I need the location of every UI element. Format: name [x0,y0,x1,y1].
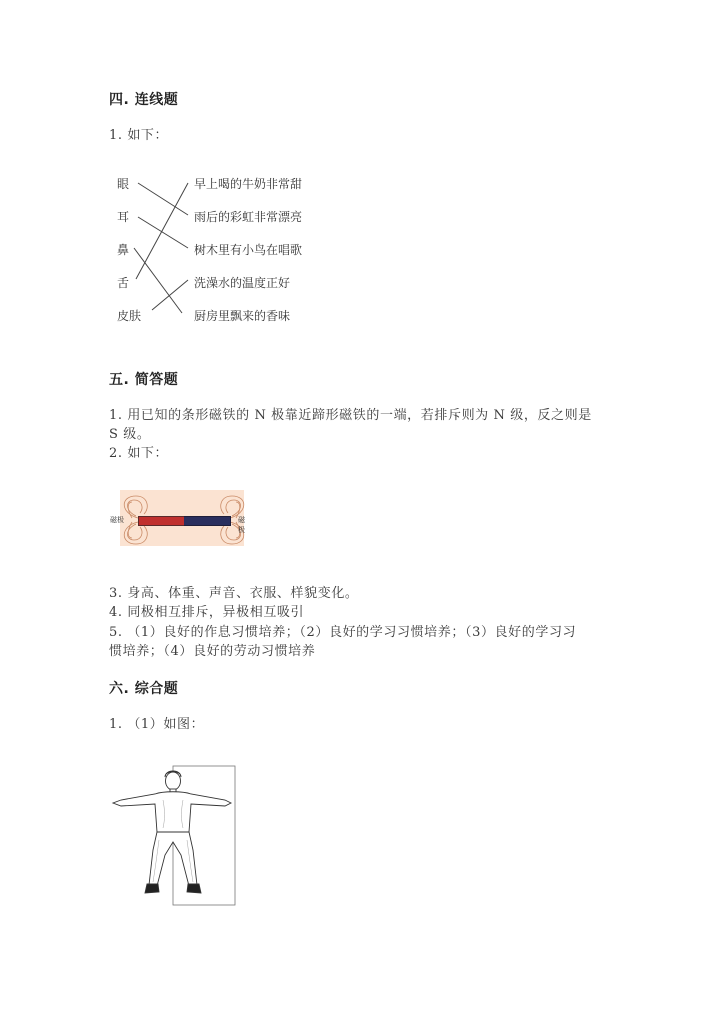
match-left-item: 鼻 [117,243,130,257]
matching-lines [100,165,340,335]
south-pole-bar [184,516,231,526]
match-right-item: 洗澡水的温度正好 [194,276,291,290]
bar-magnet-figure [110,488,250,550]
match-line [136,183,188,279]
match-line [138,183,188,215]
match-left-item: 眼 [117,177,130,191]
match-right-item: 早上喝的牛奶非常甜 [194,177,303,191]
answer-text: 1. 用已知的条形磁铁的 N 极靠近蹄形磁铁的一端，若排斥则为 N 级，反之则是 [109,408,592,423]
answer-text: 惯培养；（4）良好的劳动习惯培养 [109,644,316,659]
answer-text: 2. 如下： [109,446,169,461]
answer-text: 4. 同极相互排斥，异极相互吸引 [109,605,305,620]
question-label: 1. 如下： [109,128,169,143]
answer-text: S 级。 [109,427,151,442]
question-label: 1. （1）如图： [109,717,205,732]
match-left-item: 耳 [117,210,130,224]
answer-text: 3. 身高、体重、声音、衣服、样貌变化。 [109,586,359,601]
section-title-matching: 四. 连线题 [109,92,179,108]
north-pole-bar [138,516,185,526]
match-line [134,248,182,313]
match-line [152,280,188,310]
section-title-comprehensive: 六. 综合题 [109,681,179,697]
standing-person-illustration [105,760,245,910]
magnet-pole-label-left: 磁极 [110,516,124,524]
match-left-item: 皮肤 [117,309,142,323]
match-left-item: 舌 [117,276,130,290]
match-right-item: 厨房里飘来的香味 [194,309,291,323]
section-title-short-answer: 五. 简答题 [109,372,179,388]
match-right-item: 雨后的彩虹非常漂亮 [194,210,303,224]
match-line [138,217,188,248]
magnet-pole-label-right: 磁极 [238,516,245,534]
match-right-item: 树木里有小鸟在唱歌 [194,243,303,257]
answer-text: 5. （1）良好的作息习惯培养；（2）良好的学习习惯培养；（3）良好的学习习 [109,625,577,640]
